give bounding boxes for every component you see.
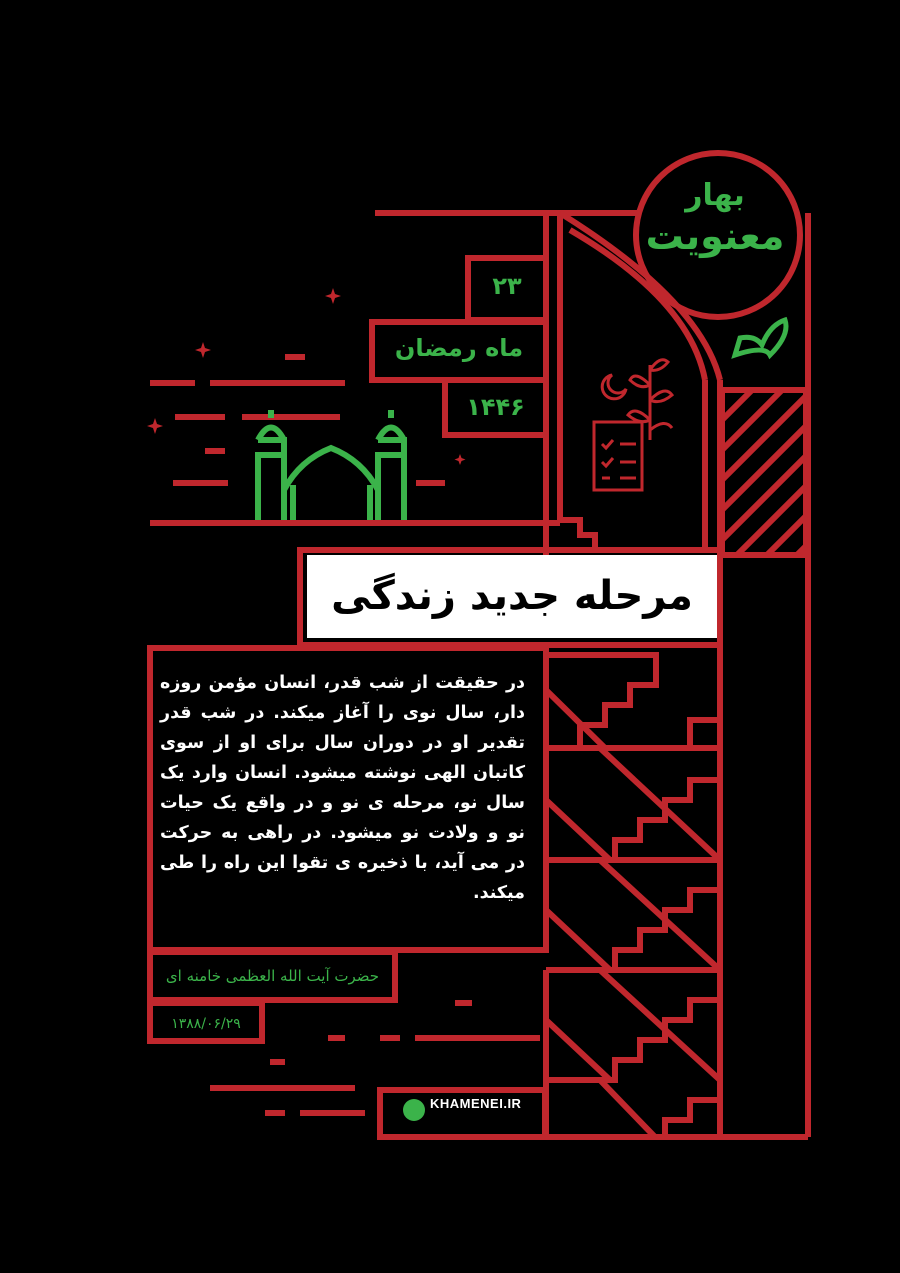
quote-body: در حقیقت از شب قدر، انسان مؤمن روزه دار، سال نوی را آغاز میکند. در شب قدر تقدیر او در دوران سال برای او از سوی کاتبان الهی نوشته میشود. انسان وارد یک سال نو، مرحله ی نو و در واقع یک حیات نو و ولادت نو میشود. در راهی به حرکت در می آید، با ذخیره ی تقوا این راه را طی میکند.: [160, 673, 525, 903]
sparkle-icons: [147, 288, 466, 465]
sparkle-icon: [455, 454, 466, 465]
quote-date: ۱۳۸۸/۰۶/۲۹: [171, 1016, 241, 1032]
mosque-icon: [255, 410, 407, 520]
stairs-diagonal: [600, 1080, 655, 1137]
date-month: ماه رمضان: [394, 334, 524, 362]
small-stairs: [560, 520, 720, 550]
crescent-moon-icon: [602, 375, 626, 399]
sparkle-icon: [325, 288, 341, 304]
quote-author: حضرت آیت الله العظمی خامنه ای: [165, 967, 380, 985]
badge-line1: بهار: [685, 178, 745, 213]
stairs: [546, 910, 610, 970]
sparkle-icon: [147, 418, 163, 434]
stairs: [665, 1100, 720, 1137]
hatch-line: [722, 390, 752, 420]
stairs: [546, 780, 720, 860]
hatch-line: [722, 390, 782, 450]
stairs: [546, 1000, 720, 1080]
leaf-icon: [735, 320, 786, 355]
checklist-icon: [594, 422, 642, 490]
stairs: [546, 890, 720, 970]
stairs: [546, 800, 610, 860]
stairs: [546, 690, 605, 748]
stairs: [546, 1020, 610, 1080]
logo-label: KHAMENEI.IR: [430, 1096, 522, 1111]
sparkle-icon: [195, 342, 211, 358]
date-day: ۲۳: [492, 272, 522, 300]
khamenei-logo-icon: [403, 1099, 425, 1121]
stairs: [546, 655, 656, 748]
page-title: مرحله جدید زندگی: [331, 573, 693, 619]
ramadan-icons: [594, 360, 672, 490]
badge-line2: معنویت: [645, 214, 785, 258]
hatch-line: [737, 486, 806, 555]
stairs: [690, 655, 720, 745]
plant-icon: [628, 360, 672, 440]
date-year: ۱۴۴۶: [466, 393, 525, 421]
